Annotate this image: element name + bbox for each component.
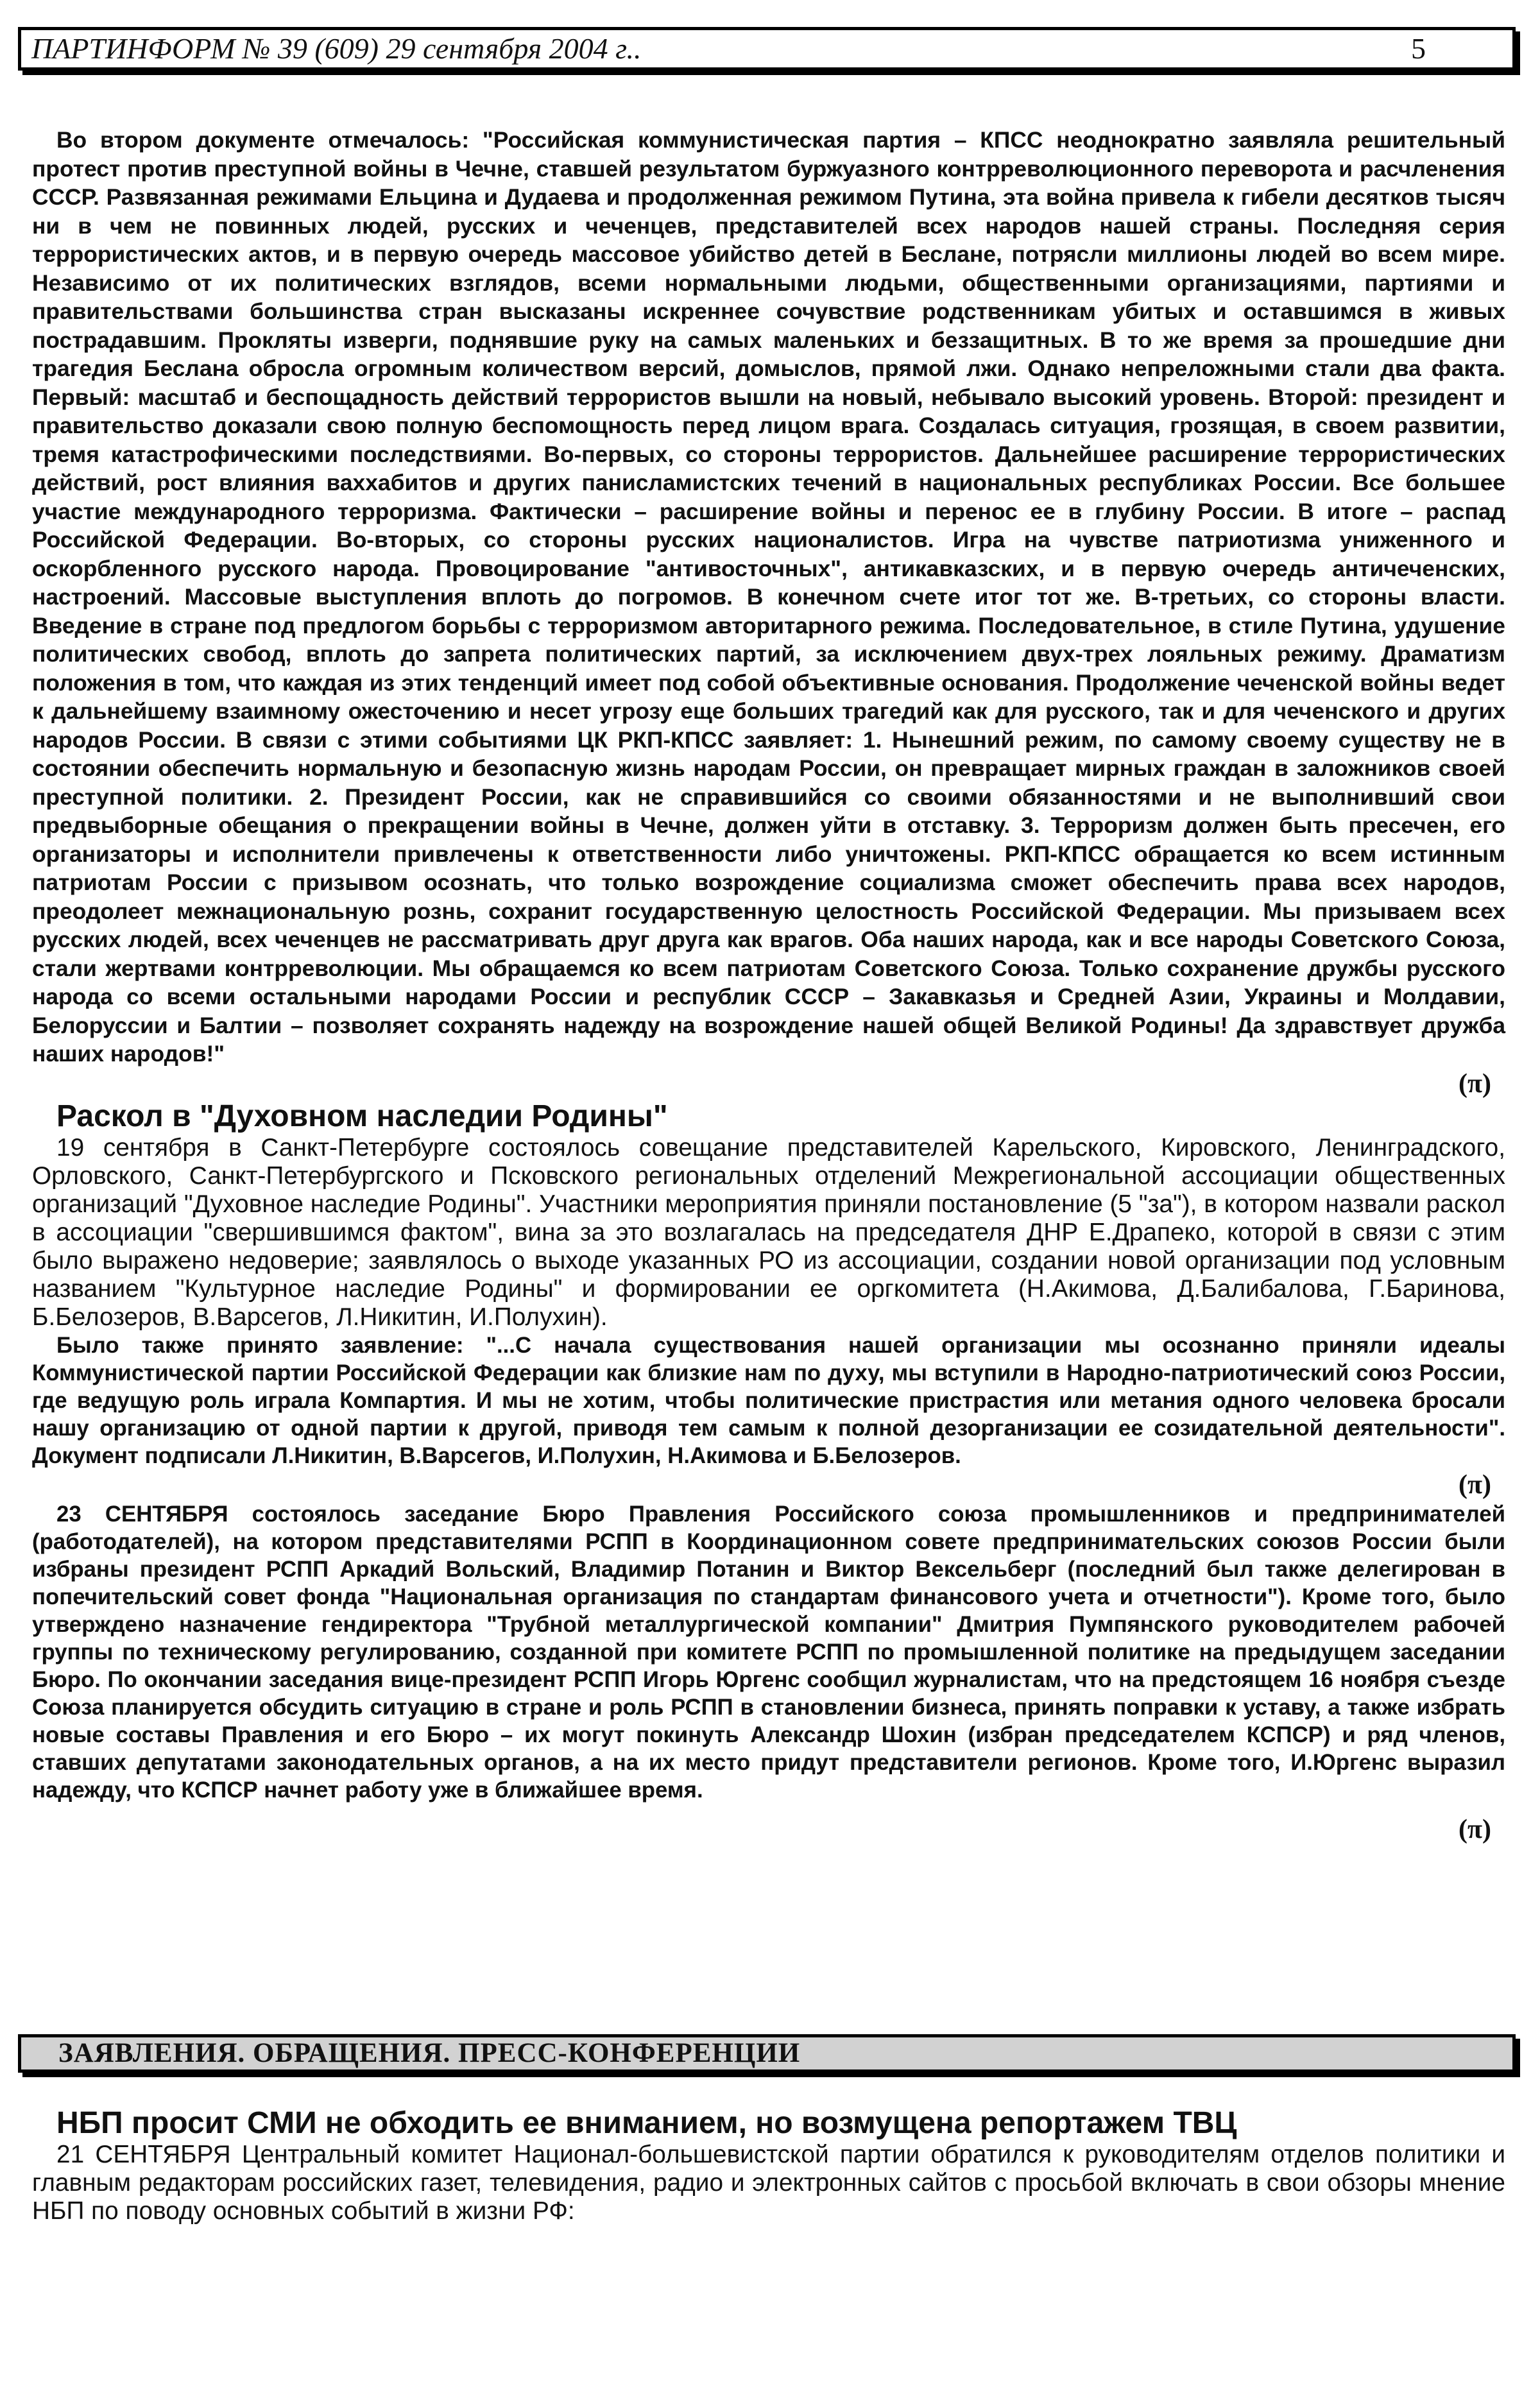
article-rspp-signature: (π) — [1459, 1814, 1491, 1844]
rubric-label: ЗАЯВЛЕНИЯ. ОБРАЩЕНИЯ. ПРЕСС-КОНФЕРЕНЦИИ — [58, 2038, 801, 2068]
issue-title: ПАРТИНФОРМ № 39 (609) 29 сентября 2004 г.. — [31, 32, 642, 65]
article-split-signature: (π) — [1459, 1469, 1491, 1500]
article-rspp-body: 23 СЕНТЯБРЯ состоялось заседание Бюро Правления Российского союза промышленников и предпринимателей (работодателей), на котором представителями РСПП в Координационном совете предпринимательских союзов России были избраны президент РСПП Аркадий Вольский, Владимир Потанин и Виктор Вексельберг (последний был также делегирован в попечительский совет фонда "Национальная организация по стандартам финансового учета и отчетности"). Кроме того, было утверждено назначение гендиректора "Трубной металлургической компании" Дмитрия Пумпянского руководителем рабочей группы по техническому регулированию, созданной при комитете РСПП по промышленной политике на предыдущем заседании Бюро. По окончании заседания вице-президент РСПП Игорь Юргенс сообщил журналистам, что на предстоящем 16 ноября съезде Союза планируется обсудить ситуацию в стране и роль РСПП в становлении бизнеса, принять поправки к уставу, а также избрать новые составы Правления и его Бюро – их могут покинуть Александр Шохин (избран председателем КСПСР) и ряд членов, ставших депутатами законодательных органов, а на их место придут представители регионов. Кроме того, И.Юргенс выразил надежду, что КСПСР начнет работу уже в ближайшее время. — [32, 1501, 1505, 1803]
article-nbp — [32, 2106, 1505, 2225]
page-header — [18, 27, 1516, 71]
article-split-body: 19 сентября в Санкт-Петербурге состоялось совещание представителей Карельского, Кировского, Ленинградского, Орловского, Санкт-Петербургского и Псковского региональных отделений Межрегиональной ассоциации общественных организаций "Духовное наследие Родины". Участники мероприятия приняли постановление (5 "за"), в котором назвали раскол в ассоциации "свершившимся фактом", вина за это возлагалась на председателя ДНР Е.Драпеко, которой в связи с этим было выражено недоверие; заявлялось о выходе указанных РО из ассоциации, создании новой организации под условным названием "Культурное наследие Родины" и формировании ее оргкомитета (Н.Акимова, Д.Балибалова, Г.Баринова, Б.Белозеров, В.Варсегов, Л.Никитин, И.Полухин). — [32, 1133, 1505, 1331]
main-content — [32, 126, 1505, 1845]
article-rkp-signature: (π) — [1459, 1068, 1491, 1099]
page-number: 5 — [1411, 32, 1426, 65]
article-rkp-statement-body: Во втором документе отмечалось: "Российская коммунистическая партия – КПСС неоднократно заявляла решительный протест против преступной войны в Чечне, ставшей результатом буржуазного контрреволюционного переворота и расчленения СССР. Развязанная режимами Ельцина и Дудаева и продолженная режимом Путина, эта война привела к гибели десятков тысяч ни в чем не повинных людей, русских и чеченцев, представителей всех народов нашей страны. Последняя серия террористических актов, и в первую очередь массовое убийство детей в Беслане, потрясли миллионы людей во всем мире. Независимо от их политических взглядов, всеми нормальными людьми, общественными организациями, партиями и правительствами большинства стран высказаны искреннее сочувствие родственникам убитых и оставшимся в живых пострадавшим. Прокляты изверги, поднявшие руку на самых маленьких и беззащитных. В то же время за прошедшие дни трагедия Беслана обросла огромным количеством версий, домыслов, прямой лжи. Однако непреложными стали два факта. Первый: масштаб и беспощадность действий террористов вышли на новый, небывало высокий уровень. Второй: президент и правительство доказали свою полную беспомощность перед лицом врага. Создалась ситуация, грозящая, в своем развитии, тремя катастрофическими последствиями. Во-первых, со стороны террористов. Дальнейшее расширение террористических действий, рост влияния ваххабитов и других панисламистских течений в национальных республиках России. Все большее участие международного терроризма. Фактически – расширение войны и перенос ее в глубину России. В итоге – распад Российской Федерации. Во-вторых, со стороны русских националистов. Игра на чувстве патриотизма униженного и оскорбленного русского народа. Провоцирование "антивосточных", антикавказских, и в первую очередь античеченских, настроений. Массовые выступления вплоть до погромов. В конечном счете итог тот же. В-третьих, со стороны власти. Введение в стране под предлогом борьбы с терроризмом авторитарного режима. Последовательное, в стиле Путина, удушение политических свобод, вплоть до запрета политических партий, за исключением двух-трех лояльных режиму. Драматизм положения в том, что каждая из этих тенденций имеет под собой объективные основания. Продолжение чеченской войны ведет к дальнейшему взаимному ожесточению и несет угрозу еще больших трагедий как для русского, так и для чеченского и других народов России. В связи с этими событиями ЦК РКП-КПСС заявляет: 1. Нынешний режим, по самому своему существу не в состоянии обеспечить нормальную и безопасную жизнь народам России, он превращает мирных граждан в заложников своей преступной политики. 2. Президент России, как не справившийся со своими обязанностями и не выполнивший свои предвыборные обещания о прекращении войны в Чечне, должен уйти в отставку. 3. Терроризм должен быть пресечен, его организаторы и исполнители привлечены к ответственности либо уничтожены. РКП-КПСС обращается ко всем истинным патриотам России с призывом осознать, что только возрождение социализма сможет обеспечить права всех народов, преодолеет межнациональную рознь, сохранит государственную целостность Российской Федерации. Мы призываем всех русских людей, всех чеченцев не рассматривать друг друга как врагов. Оба наших народа, как и все народы Советского Союза, стали жертвами контрреволюции. Мы обращаемся ко всем патриотам Советского Союза. Только сохранение дружбы русского народа со всеми остальными народами России и республик СССР – Закавказья и Средней Азии, Украины и Молдавии, Белоруссии и Балтии – позволяет сохранять надежду на возрождение нашей общей Великой Родины! Да здравствует дружба наших народов!" — [32, 127, 1505, 1067]
article-split-statement: Было также принято заявление: "...С начала существования нашей организации мы осознанно приняли идеалы Коммунистической партии Российской Федерации как близкие нам по духу, мы вступили в Народно-патриотический союз России, где ведущую роль играла Компартия. И мы не хотим, чтобы политические пристрастия или метания одного человека бросали нашу организацию от одной партии к другой, приводя тем самым к полной дезорганизации ее созидательной деятельности". Документ подписали Л.Никитин, В.Варсегов, И.Полухин, Н.Акимова и Б.Белозеров. — [32, 1332, 1505, 1468]
article-split-title: Раскол в "Духовном наследии Родины" — [56, 1099, 668, 1133]
rubric-bar — [18, 2034, 1516, 2073]
article-nbp-body: 21 СЕНТЯБРЯ Центральный комитет Национал-большевистской партии обратился к руководителям отделов политики и главным редакторам российских газет, телевидения, радио и электронных сайтов с просьбой включать в свои обзоры мнение НБП по поводу основных событий в жизни РФ: — [32, 2141, 1505, 2225]
article-nbp-title: НБП просит СМИ не обходить ее вниманием, но возмущена репортажем ТВЦ — [56, 2106, 1237, 2140]
